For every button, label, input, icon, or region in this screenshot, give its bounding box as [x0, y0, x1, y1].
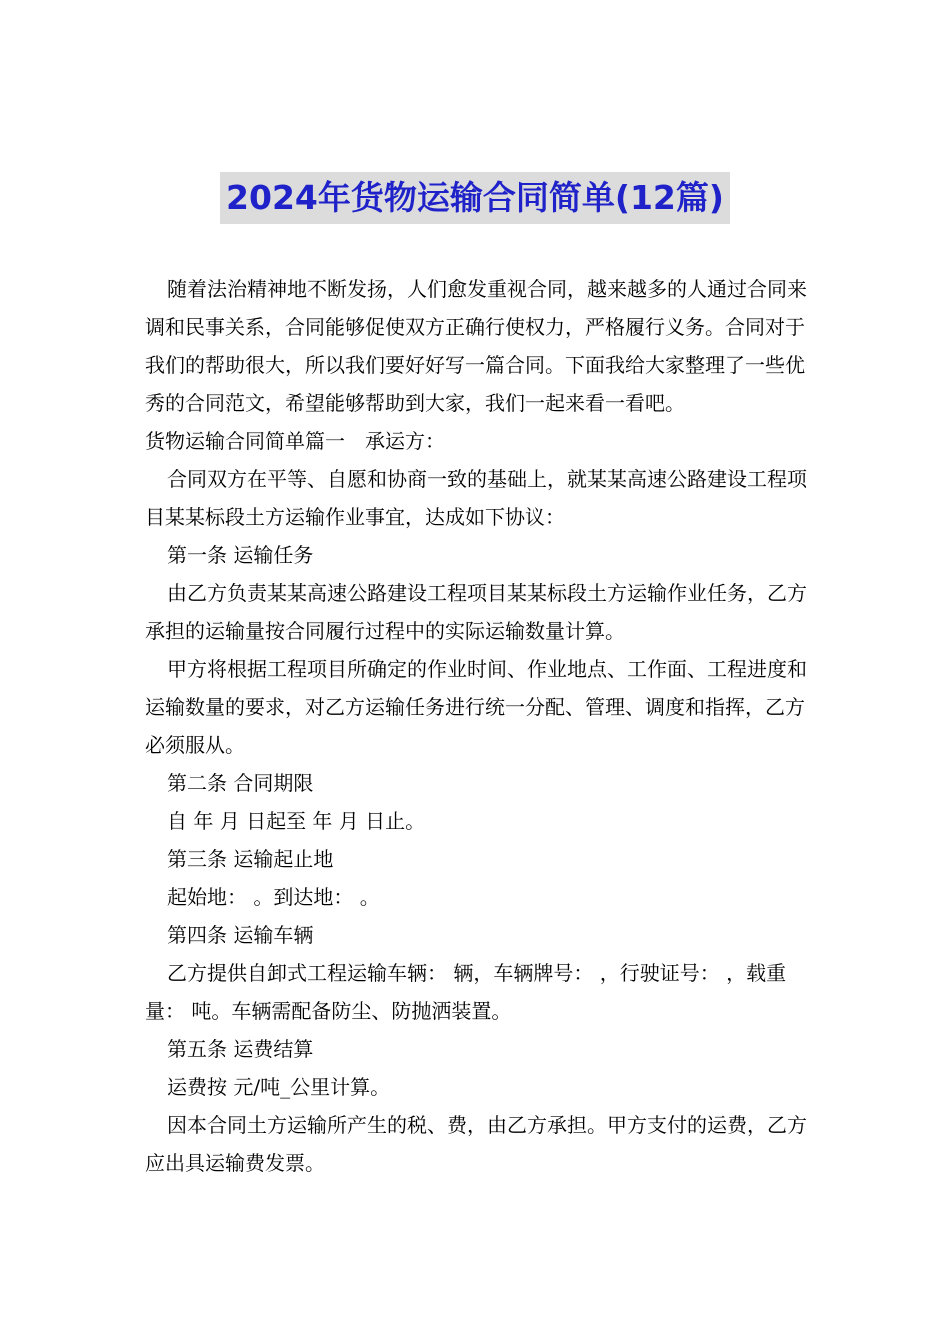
article-heading: 第五条 运费结算: [167, 1037, 314, 1061]
section-heading: 货物运输合同简单篇一 承运方：: [145, 429, 445, 453]
document-body: [145, 270, 807, 1182]
article-heading: 第一条 运输任务: [167, 543, 314, 567]
article-paragraph: 运费按 元/吨_公里计算。: [167, 1075, 391, 1099]
article-paragraph: 因本合同土方运输所产生的税、费，由乙方承担。甲方支付的运费，乙方应出具运输费发票。: [145, 1113, 807, 1175]
intro-paragraph: 随着法治精神地不断发扬，人们愈发重视合同，越来越多的人通过合同来调和民事关系，合同能够促使双方正确行使权力，严格履行义务。合同对于我们的帮助很大，所以我们要好好写一篇合同。下面我给大家整理了一些优秀的合同范文，希望能够帮助到大家，我们一起来看一看吧。: [145, 277, 807, 415]
title-container: [0, 172, 950, 224]
article-paragraph: 乙方提供自卸式工程运输车辆： 辆，车辆牌号： ，行驶证号： ，载重量： 吨。车辆需配备防尘、防抛洒装置。: [145, 961, 787, 1023]
preamble-paragraph: 合同双方在平等、自愿和协商一致的基础上，就某某高速公路建设工程项目某某标段土方运输作业事宜，达成如下协议：: [145, 467, 807, 529]
article-paragraph: 自 年 月 日起至 年 月 日止。: [167, 809, 426, 833]
document-title: 2024年货物运输合同简单(12篇): [220, 172, 730, 224]
article-heading: 第三条 运输起止地: [167, 847, 334, 871]
article-heading: 第四条 运输车辆: [167, 923, 314, 947]
article-paragraph: 由乙方负责某某高速公路建设工程项目某某标段土方运输作业任务，乙方承担的运输量按合同履行过程中的实际运输数量计算。: [145, 581, 807, 643]
article-paragraph: 起始地： 。到达地： 。: [167, 885, 380, 909]
article-heading: 第二条 合同期限: [167, 771, 314, 795]
article-paragraph: 甲方将根据工程项目所确定的作业时间、作业地点、工作面、工程进度和运输数量的要求，对乙方运输任务进行统一分配、管理、调度和指挥，乙方必须服从。: [145, 657, 807, 757]
